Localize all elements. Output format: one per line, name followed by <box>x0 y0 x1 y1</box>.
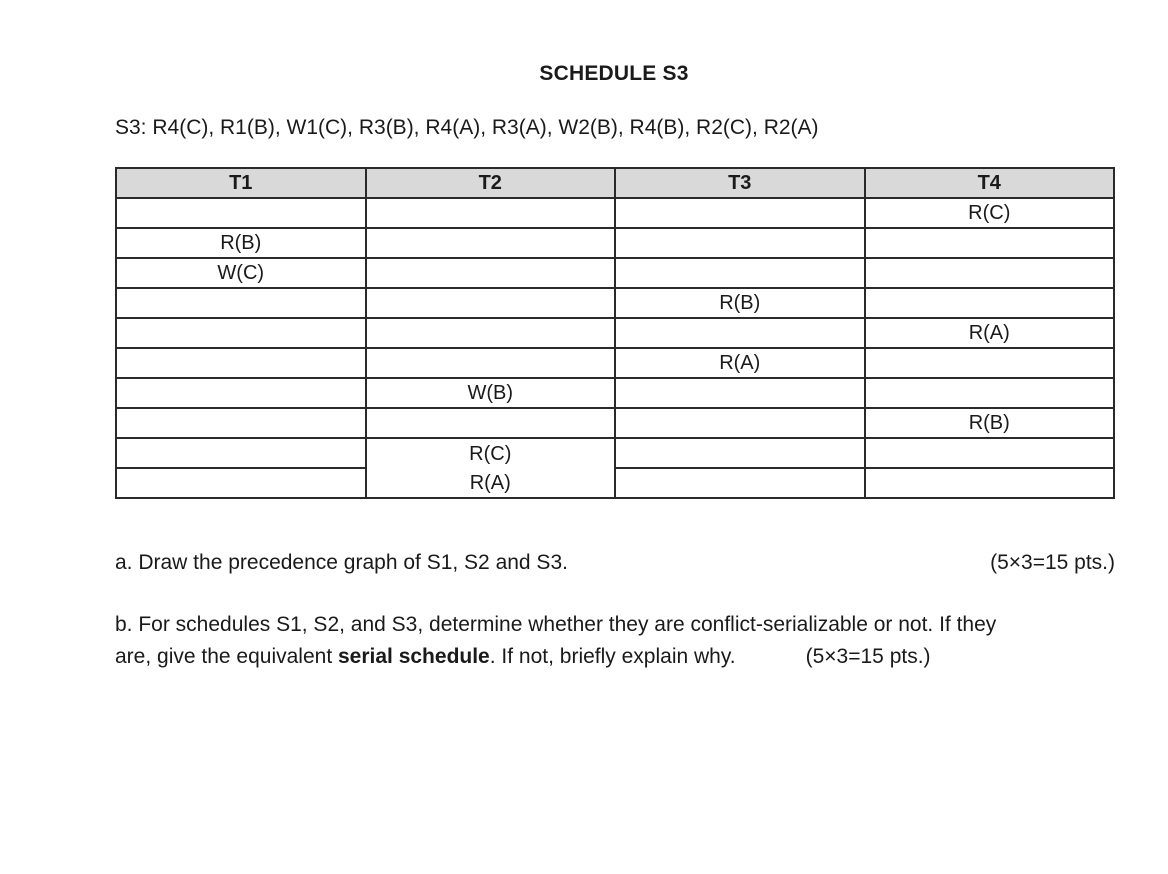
table-row <box>116 288 1114 318</box>
table-cell: R(A) <box>366 468 616 498</box>
table-header-row <box>116 168 1114 198</box>
table-row <box>116 258 1114 288</box>
table-cell <box>366 228 616 258</box>
table-cell <box>865 438 1115 468</box>
table-cell: R(A) <box>865 318 1115 348</box>
column-header-t1: T1 <box>116 168 366 198</box>
table-cell <box>615 198 865 228</box>
table-row <box>116 348 1114 378</box>
table-cell <box>615 438 865 468</box>
question-b-line-2 <box>115 641 1115 673</box>
table-cell <box>615 258 865 288</box>
table-cell <box>366 258 616 288</box>
table-cell <box>615 378 865 408</box>
table-cell <box>116 198 366 228</box>
schedule-sequence: S3: R4(C), R1(B), W1(C), R3(B), R4(A), R3(A), W2(B), R4(B), R2(C), R2(A) <box>115 116 819 139</box>
schedule-table <box>115 167 1115 499</box>
serial-schedule-term: serial schedule <box>337 645 490 668</box>
question-a-points: (5×3=15 pts.) <box>990 551 1115 574</box>
table-row <box>116 198 1114 228</box>
schedule-title: SCHEDULE S3 <box>539 62 689 85</box>
table-cell <box>116 348 366 378</box>
table-cell: R(A) <box>615 348 865 378</box>
table-cell <box>116 288 366 318</box>
table-cell <box>865 258 1115 288</box>
table-cell: R(B) <box>116 228 366 258</box>
table-row <box>116 378 1114 408</box>
table-cell <box>865 288 1115 318</box>
table-cell <box>865 348 1115 378</box>
table-cell <box>116 378 366 408</box>
table-cell: W(B) <box>366 378 616 408</box>
table-cell <box>116 408 366 438</box>
question-b-points: (5×3=15 pts.) <box>805 645 931 668</box>
table-cell: R(C) <box>366 438 616 468</box>
table-cell <box>615 408 865 438</box>
table-cell <box>116 468 366 498</box>
question-b <box>115 609 1115 673</box>
table-cell <box>865 468 1115 498</box>
table-cell <box>615 318 865 348</box>
question-a-text: a. Draw the precedence graph of S1, S2 and S3. <box>115 551 568 574</box>
question-b-text-after: . If not, briefly explain why. <box>489 645 736 668</box>
table-cell <box>865 378 1115 408</box>
table-row <box>116 318 1114 348</box>
table-row <box>116 468 1114 498</box>
table-cell <box>116 318 366 348</box>
table-cell <box>366 408 616 438</box>
question-b-text-before: are, give the equivalent <box>115 645 338 668</box>
question-a <box>115 547 1115 579</box>
column-header-t4: T4 <box>865 168 1115 198</box>
table-row <box>116 228 1114 258</box>
column-header-t2: T2 <box>366 168 616 198</box>
table-row <box>116 438 1114 468</box>
table-cell <box>865 228 1115 258</box>
table-cell <box>116 438 366 468</box>
table-row <box>116 408 1114 438</box>
table-cell <box>615 228 865 258</box>
column-header-t3: T3 <box>615 168 865 198</box>
table-cell <box>366 198 616 228</box>
question-b-line-1: b. For schedules S1, S2, and S3, determine whether they are conflict-serializable or not. If they <box>115 613 997 636</box>
table-cell <box>366 318 616 348</box>
table-cell: R(B) <box>615 288 865 318</box>
table-cell: W(C) <box>116 258 366 288</box>
table-cell <box>366 348 616 378</box>
table-cell <box>366 288 616 318</box>
table-cell <box>615 468 865 498</box>
table-cell: R(C) <box>865 198 1115 228</box>
table-cell: R(B) <box>865 408 1115 438</box>
